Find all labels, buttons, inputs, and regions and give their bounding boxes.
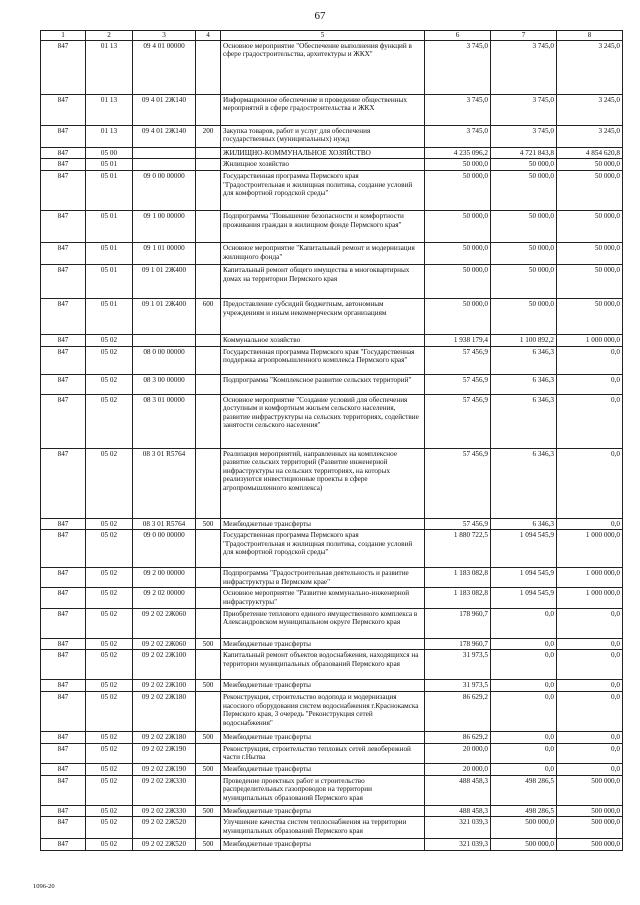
table-cell: 09 0 00 00000: [133, 170, 196, 210]
table-cell: [196, 242, 221, 264]
table-cell: 0,0: [491, 692, 557, 732]
table-cell: 50 000,0: [491, 264, 557, 298]
table-cell: 09 2 00 00000: [133, 568, 196, 588]
table-cell: Закупка товаров, работ и услуг для обеспечения государственных (муниципальных) нужд: [221, 125, 425, 147]
table-cell: 1 094 545,9: [491, 588, 557, 608]
table-cell: 3 745,0: [491, 94, 557, 125]
table-cell: 0,0: [491, 638, 557, 650]
table-cell: 1 880 722,5: [425, 530, 491, 568]
table-cell: [196, 334, 221, 346]
table-cell: 500: [196, 638, 221, 650]
table-cell: 09 1 01 2Ж400: [133, 264, 196, 298]
table-cell: 500 000,0: [557, 775, 623, 805]
table-cell: Коммунальное хозяйство: [221, 334, 425, 346]
table-cell: 6 346,3: [491, 518, 557, 530]
table-cell: 05 02: [86, 588, 133, 608]
table-cell: 0,0: [557, 743, 623, 763]
table-cell: 3 245,0: [557, 94, 623, 125]
table-cell: 05 02: [86, 743, 133, 763]
table-cell: 500: [196, 680, 221, 692]
table-cell: Капитальный ремонт объектов водоснабжения, находящихся на территории муниципальных образований Пермского края: [221, 650, 425, 680]
table-cell: 0,0: [557, 518, 623, 530]
table-cell: 09 1 01 2Ж400: [133, 298, 196, 334]
table-cell: 05 02: [86, 568, 133, 588]
table-cell: 0,0: [557, 763, 623, 775]
table-cell: Основное мероприятие "Обеспечение выполнения функций в сфере градостроительства, архитектуры и ЖКХ": [221, 40, 425, 94]
table-cell: 3 745,0: [425, 40, 491, 94]
table-cell: Подпрограмма "Градостроительная деятельность и развитие инфраструктуры в Пермском крае": [221, 568, 425, 588]
table-cell: 847: [41, 638, 86, 650]
table-cell: 05 02: [86, 732, 133, 744]
table-cell: Межбюджетные трансферты: [221, 638, 425, 650]
table-cell: 57 456,9: [425, 394, 491, 448]
column-header: 8: [557, 31, 623, 41]
table-cell: 0,0: [557, 608, 623, 638]
table-cell: 05 02: [86, 530, 133, 568]
table-cell: [196, 775, 221, 805]
table-cell: 50 000,0: [491, 242, 557, 264]
table-cell: 01 13: [86, 40, 133, 94]
table-cell: 847: [41, 732, 86, 744]
table-row: [41, 568, 623, 588]
table-cell: 1 094 545,9: [491, 568, 557, 588]
table-cell: 3 745,0: [425, 94, 491, 125]
table-cell: 488 458,3: [425, 805, 491, 817]
table-row: [41, 242, 623, 264]
table-cell: 847: [41, 394, 86, 448]
table-cell: Реконструкция, строительство тепловых сетей левобережной части г.Нытва: [221, 743, 425, 763]
table-cell: 178 960,7: [425, 608, 491, 638]
table-cell: 6 346,3: [491, 394, 557, 448]
table-cell: 05 00: [86, 147, 133, 159]
table-row: [41, 94, 623, 125]
table-cell: 09 2 02 2Ж190: [133, 743, 196, 763]
table-cell: 05 02: [86, 650, 133, 680]
table-row: [41, 147, 623, 159]
table-cell: 31 973,5: [425, 680, 491, 692]
table-row: [41, 817, 623, 839]
table-row: [41, 680, 623, 692]
table-cell: 321 039,3: [425, 839, 491, 851]
table-cell: Реализация мероприятий, направленных на комплексное развитие сельских территорий (Развитие инженерной инфраструктуры на сельских территориях, на которых реализуются инвестиционные проекты в сфере агропромышленного комплекса): [221, 448, 425, 518]
table-cell: 50 000,0: [491, 298, 557, 334]
table-cell: [196, 394, 221, 448]
table-cell: 4 235 096,2: [425, 147, 491, 159]
table-cell: Приобретение теплового единого имущественного комплекса в Александровском муниципальном округе Пермского края: [221, 608, 425, 638]
table-cell: 05 02: [86, 817, 133, 839]
table-cell: 09 2 02 2Ж060: [133, 638, 196, 650]
table-cell: 09 2 02 2Ж520: [133, 839, 196, 851]
table-cell: 500 000,0: [557, 839, 623, 851]
table-cell: 0,0: [491, 650, 557, 680]
table-cell: Реконструкция, строительство водопода и модернизация насосного оборудования систем водоснабжения г.Краснокамска Пермского края, 3 очередь "Реконструкция сетей водоснабжения": [221, 692, 425, 732]
table-cell: 847: [41, 775, 86, 805]
table-cell: 847: [41, 817, 86, 839]
table-cell: 09 2 02 2Ж520: [133, 817, 196, 839]
table-cell: 05 02: [86, 775, 133, 805]
table-cell: 847: [41, 839, 86, 851]
table-cell: 1 183 082,8: [425, 588, 491, 608]
table-cell: 57 456,9: [425, 518, 491, 530]
table-cell: 6 346,3: [491, 448, 557, 518]
table-cell: 09 4 01 00000: [133, 40, 196, 94]
table-cell: 50 000,0: [425, 242, 491, 264]
table-cell: 488 458,3: [425, 775, 491, 805]
table-cell: 200: [196, 125, 221, 147]
table-cell: 847: [41, 650, 86, 680]
table-cell: 05 01: [86, 298, 133, 334]
table-cell: Межбюджетные трансферты: [221, 680, 425, 692]
table-cell: Жилищное хозяйство: [221, 159, 425, 171]
table-cell: 847: [41, 530, 86, 568]
table-row: [41, 638, 623, 650]
table-row: [41, 334, 623, 346]
table-cell: [196, 692, 221, 732]
table-cell: 847: [41, 680, 86, 692]
table-cell: 05 02: [86, 805, 133, 817]
table-cell: 847: [41, 763, 86, 775]
table-cell: [196, 210, 221, 242]
table-cell: 57 456,9: [425, 346, 491, 374]
table-cell: 847: [41, 588, 86, 608]
table-row: [41, 805, 623, 817]
table-row: [41, 518, 623, 530]
table-cell: 50 000,0: [557, 170, 623, 210]
table-cell: 05 02: [86, 334, 133, 346]
table-cell: Проведение проектных работ и строительство распределительных газопроводов на территории муниципальных образований Пермского края: [221, 775, 425, 805]
table-cell: [196, 608, 221, 638]
table-row: [41, 210, 623, 242]
table-cell: 500 000,0: [557, 817, 623, 839]
table-cell: [196, 374, 221, 394]
footer-code: 1096-20: [33, 883, 55, 890]
table-cell: 05 02: [86, 608, 133, 638]
table-row: [41, 298, 623, 334]
table-cell: 09 2 02 2Ж060: [133, 608, 196, 638]
table-cell: 3 245,0: [557, 40, 623, 94]
table-cell: Межбюджетные трансферты: [221, 732, 425, 744]
table-cell: [196, 448, 221, 518]
table-cell: 05 02: [86, 692, 133, 732]
table-cell: 05 01: [86, 210, 133, 242]
table-cell: 1 000 000,0: [557, 530, 623, 568]
table-cell: 847: [41, 40, 86, 94]
table-cell: Государственная программа Пермского края "Градостроительная и жилищная политика, создание условий для комфортной городской среды": [221, 170, 425, 210]
table-cell: 1 183 082,8: [425, 568, 491, 588]
table-cell: 0,0: [491, 732, 557, 744]
table-cell: 08 3 01 R5764: [133, 518, 196, 530]
table-cell: Государственная программа Пермского края "Государственная поддержка агропромышленного комплекса Пермского края": [221, 346, 425, 374]
table-cell: 50 000,0: [425, 298, 491, 334]
table-cell: 1 938 179,4: [425, 334, 491, 346]
column-header: 4: [196, 31, 221, 41]
table-cell: 50 000,0: [425, 170, 491, 210]
header-row: [41, 31, 623, 41]
table-cell: 3 745,0: [491, 125, 557, 147]
table-cell: 50 000,0: [491, 159, 557, 171]
table-cell: 847: [41, 210, 86, 242]
table-cell: 500: [196, 518, 221, 530]
table-cell: 05 02: [86, 394, 133, 448]
table-cell: 05 01: [86, 264, 133, 298]
table-cell: [196, 346, 221, 374]
table-cell: 05 02: [86, 680, 133, 692]
column-header: 1: [41, 31, 86, 41]
table-cell: 847: [41, 298, 86, 334]
table-cell: Межбюджетные трансферты: [221, 839, 425, 851]
table-cell: 0,0: [491, 608, 557, 638]
table-cell: 05 02: [86, 763, 133, 775]
table-row: [41, 346, 623, 374]
table-cell: [133, 334, 196, 346]
table-cell: 0,0: [557, 374, 623, 394]
table-cell: 1 094 545,9: [491, 530, 557, 568]
table-cell: [196, 743, 221, 763]
table-cell: ЖИЛИЩНО-КОММУНАЛЬНОЕ ХОЗЯЙСТВО: [221, 147, 425, 159]
table-cell: 847: [41, 608, 86, 638]
table-cell: 09 1 00 00000: [133, 210, 196, 242]
table-row: [41, 264, 623, 298]
table-row: [41, 732, 623, 744]
column-header: 7: [491, 31, 557, 41]
table-cell: 05 02: [86, 638, 133, 650]
table-cell: 01 13: [86, 94, 133, 125]
table-cell: 847: [41, 264, 86, 298]
table-cell: 500: [196, 763, 221, 775]
table-cell: 498 286,5: [491, 775, 557, 805]
table-cell: 0,0: [557, 680, 623, 692]
table-cell: 50 000,0: [491, 210, 557, 242]
table-cell: 09 1 01 00000: [133, 242, 196, 264]
table-cell: 1 000 000,0: [557, 568, 623, 588]
table-cell: 05 02: [86, 518, 133, 530]
table-cell: 09 4 01 2Ж140: [133, 94, 196, 125]
table-row: [41, 448, 623, 518]
column-header: 2: [86, 31, 133, 41]
table-cell: Улучшение качества систем теплоснабжения на территории муниципальных образований Пермского края: [221, 817, 425, 839]
table-cell: 0,0: [557, 394, 623, 448]
table-cell: Государственная программа Пермского края "Градостроительная и жилищная политика, создание условий для комфортной городской среды": [221, 530, 425, 568]
table-cell: 4 721 843,8: [491, 147, 557, 159]
table-cell: 6 346,3: [491, 346, 557, 374]
table-cell: 09 0 00 00000: [133, 530, 196, 568]
table-cell: 0,0: [491, 763, 557, 775]
table-cell: 6 346,3: [491, 374, 557, 394]
table-cell: Информационное обеспечение и проведение общественных мероприятий в сфере градостроительства и ЖКХ: [221, 94, 425, 125]
table-cell: 50 000,0: [557, 210, 623, 242]
column-header: 3: [133, 31, 196, 41]
table-cell: [196, 147, 221, 159]
table-cell: 847: [41, 374, 86, 394]
table-cell: 498 286,5: [491, 805, 557, 817]
table-cell: 1 000 000,0: [557, 588, 623, 608]
table-cell: Подпрограмма "Комплексное развитие сельских территорий": [221, 374, 425, 394]
table-cell: [196, 650, 221, 680]
table-cell: [133, 159, 196, 171]
table-cell: 86 629,2: [425, 692, 491, 732]
table-cell: 3 745,0: [491, 40, 557, 94]
table-cell: 20 000,0: [425, 763, 491, 775]
table-cell: 847: [41, 346, 86, 374]
table-cell: 3 745,0: [425, 125, 491, 147]
table-cell: 09 4 01 2Ж140: [133, 125, 196, 147]
table-row: [41, 839, 623, 851]
table-cell: 86 629,2: [425, 732, 491, 744]
table-cell: 09 2 02 2Ж100: [133, 650, 196, 680]
table-cell: 09 2 02 2Ж330: [133, 775, 196, 805]
table-cell: Капитальный ремонт общего имущества в многоквартирных домах на территории Пермского края: [221, 264, 425, 298]
table-cell: Предоставление субсидий бюджетным, автономным учреждениям и иным некоммерческим организациям: [221, 298, 425, 334]
table-row: [41, 40, 623, 94]
table-cell: Основное мероприятие "Капитальный ремонт и модернизация жилищного фонда": [221, 242, 425, 264]
column-header: 6: [425, 31, 491, 41]
page-number: 67: [314, 10, 326, 22]
table-cell: 08 3 01 R5764: [133, 448, 196, 518]
table-cell: 50 000,0: [557, 264, 623, 298]
table-cell: Межбюджетные трансферты: [221, 518, 425, 530]
table-row: [41, 530, 623, 568]
column-header: 5: [221, 31, 425, 41]
table-cell: [196, 568, 221, 588]
table-cell: 50 000,0: [557, 242, 623, 264]
table-cell: 20 000,0: [425, 743, 491, 763]
table-cell: 09 2 02 2Ж100: [133, 680, 196, 692]
table-row: [41, 743, 623, 763]
table-cell: 09 2 02 2Ж330: [133, 805, 196, 817]
table-cell: 05 01: [86, 159, 133, 171]
budget-table: [40, 30, 623, 851]
table-row: [41, 125, 623, 147]
table-cell: 500: [196, 732, 221, 744]
table-row: [41, 775, 623, 805]
table-row: [41, 394, 623, 448]
table-cell: 50 000,0: [491, 170, 557, 210]
table-cell: [196, 170, 221, 210]
table-row: [41, 692, 623, 732]
table-cell: 500 000,0: [491, 839, 557, 851]
table-cell: 05 02: [86, 448, 133, 518]
table-cell: 08 0 00 00000: [133, 346, 196, 374]
table-cell: Подпрограмма "Повышение безопасности и комфортности проживания граждан в жилищном фонде Пермского края": [221, 210, 425, 242]
table-cell: 50 000,0: [425, 210, 491, 242]
table-cell: 847: [41, 518, 86, 530]
table-cell: 178 960,7: [425, 638, 491, 650]
table-cell: 847: [41, 568, 86, 588]
table-cell: 847: [41, 147, 86, 159]
table-cell: 0,0: [557, 732, 623, 744]
table-cell: 50 000,0: [557, 298, 623, 334]
table-cell: 09 2 02 2Ж180: [133, 692, 196, 732]
table-cell: 321 039,3: [425, 817, 491, 839]
table-cell: 09 2 02 2Ж190: [133, 763, 196, 775]
table-cell: 500 000,0: [491, 817, 557, 839]
table-cell: 0,0: [557, 448, 623, 518]
table-cell: 0,0: [491, 680, 557, 692]
table-cell: 09 2 02 00000: [133, 588, 196, 608]
table-cell: 847: [41, 170, 86, 210]
table-cell: [196, 264, 221, 298]
table-row: [41, 159, 623, 171]
table-cell: Межбюджетные трансферты: [221, 763, 425, 775]
table-cell: 57 456,9: [425, 374, 491, 394]
table-cell: 847: [41, 334, 86, 346]
table-cell: 50 000,0: [557, 159, 623, 171]
table-cell: 08 3 01 00000: [133, 394, 196, 448]
table-cell: 0,0: [491, 743, 557, 763]
table-row: [41, 170, 623, 210]
table-cell: Основное мероприятие "Развитие коммунально-инженерной инфраструктуры": [221, 588, 425, 608]
table-cell: Основное мероприятие "Создание условий для обеспечения доступным и комфортным жильем сельского населения, развитие инфраструктуры на сельских территориях, содействие занятости сельского населения": [221, 394, 425, 448]
table-cell: 0,0: [557, 346, 623, 374]
table-cell: [196, 588, 221, 608]
table-cell: Межбюджетные трансферты: [221, 805, 425, 817]
table-cell: 0,0: [557, 638, 623, 650]
table-cell: 847: [41, 692, 86, 732]
table-cell: 847: [41, 805, 86, 817]
table-cell: [133, 147, 196, 159]
table-cell: 05 01: [86, 242, 133, 264]
table-cell: 05 02: [86, 839, 133, 851]
table-cell: [196, 817, 221, 839]
table-cell: 31 973,5: [425, 650, 491, 680]
table-cell: 1 000 000,0: [557, 334, 623, 346]
table-cell: [196, 159, 221, 171]
table-cell: 0,0: [557, 650, 623, 680]
table-row: [41, 650, 623, 680]
table-cell: 1 100 892,2: [491, 334, 557, 346]
table-row: [41, 588, 623, 608]
table-cell: [196, 40, 221, 94]
table-cell: 500 000,0: [557, 805, 623, 817]
table-cell: 847: [41, 242, 86, 264]
table-cell: 4 854 620,8: [557, 147, 623, 159]
table-cell: 50 000,0: [425, 159, 491, 171]
table-row: [41, 608, 623, 638]
table-cell: 847: [41, 159, 86, 171]
table-cell: 3 245,0: [557, 125, 623, 147]
table-cell: 500: [196, 805, 221, 817]
table-cell: 09 2 02 2Ж180: [133, 732, 196, 744]
table-cell: 05 01: [86, 170, 133, 210]
table-cell: 847: [41, 448, 86, 518]
table-cell: 08 3 00 00000: [133, 374, 196, 394]
table-cell: 847: [41, 743, 86, 763]
table-cell: 05 02: [86, 346, 133, 374]
table-cell: 600: [196, 298, 221, 334]
table-row: [41, 763, 623, 775]
table-cell: 0,0: [557, 692, 623, 732]
table-cell: 500: [196, 839, 221, 851]
table-cell: 847: [41, 125, 86, 147]
table-cell: 50 000,0: [425, 264, 491, 298]
table-cell: [196, 530, 221, 568]
table-cell: 05 02: [86, 374, 133, 394]
table-row: [41, 374, 623, 394]
table-cell: 01 13: [86, 125, 133, 147]
table-cell: 57 456,9: [425, 448, 491, 518]
table-cell: 847: [41, 94, 86, 125]
table-cell: [196, 94, 221, 125]
